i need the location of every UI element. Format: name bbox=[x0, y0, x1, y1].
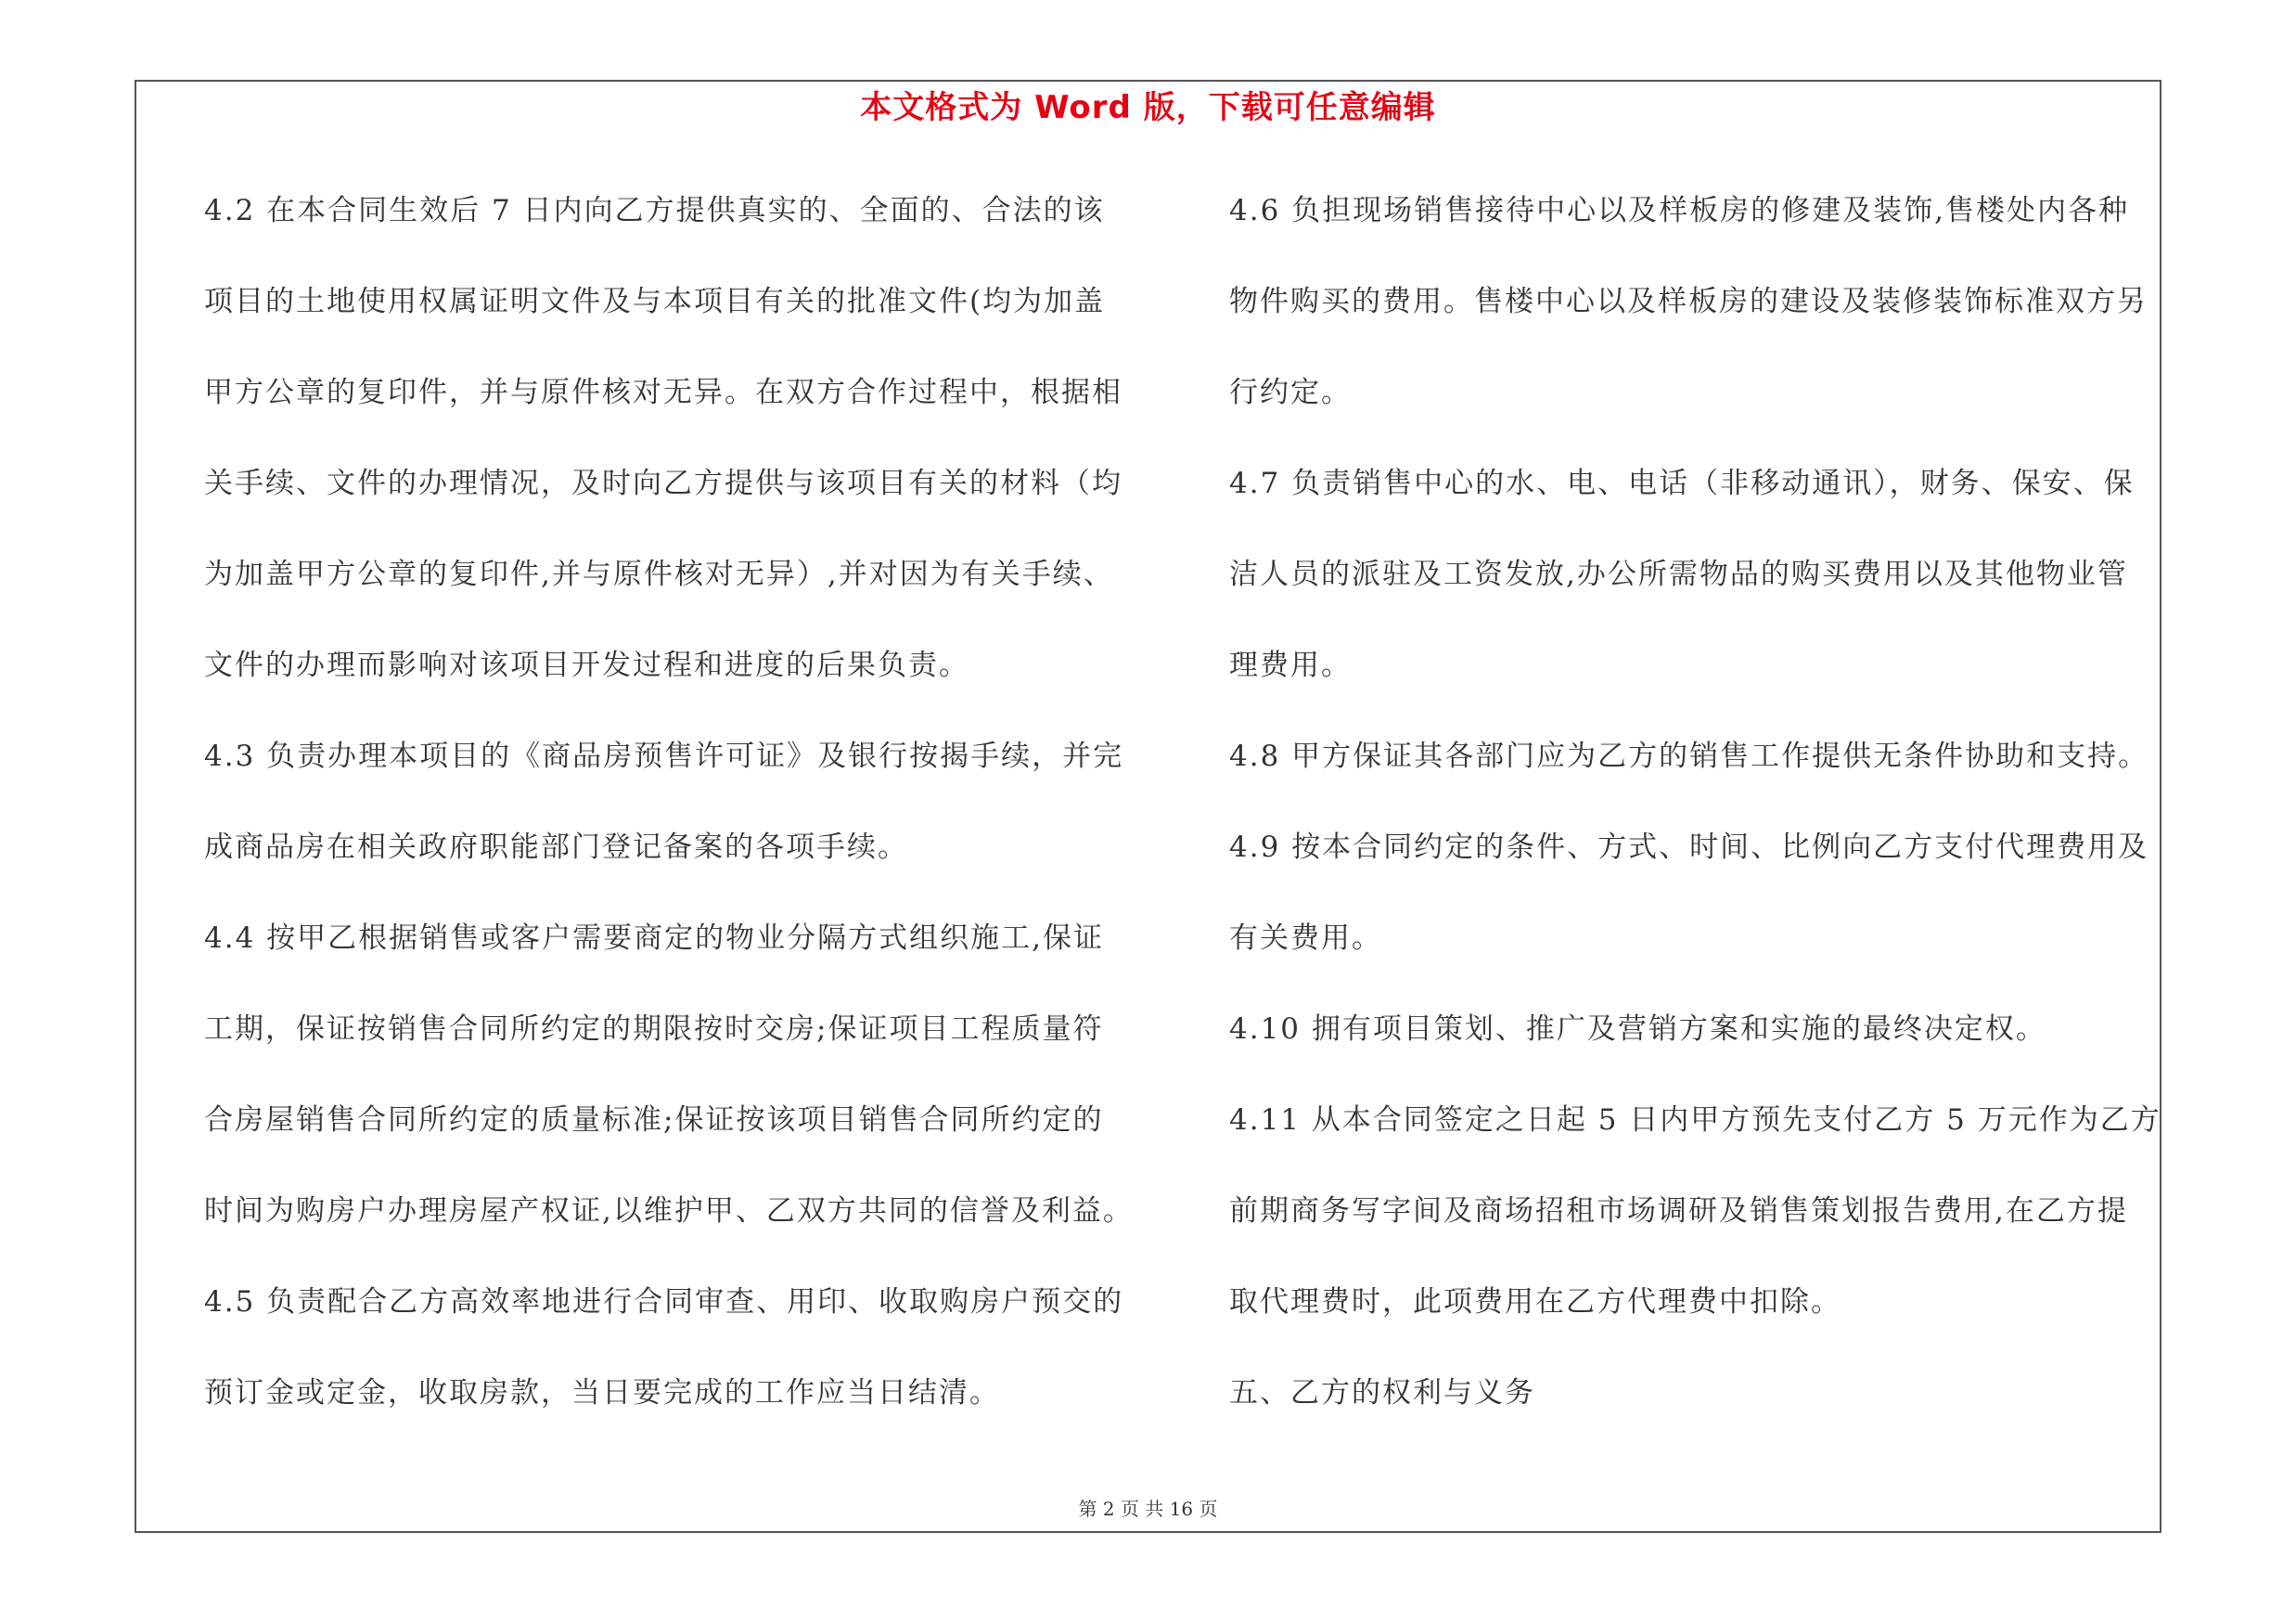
text-line: 4.2 在本合同生效后 7 日内向乙方提供真实的、全面的、合法的该 bbox=[204, 194, 1105, 227]
right-column bbox=[1229, 183, 2166, 1456]
text-line: 时间为购房户办理房屋产权证,以维护甲、乙双方共同的信誉及利益。 bbox=[204, 1194, 1134, 1228]
section-heading: 五、乙方的权利与义务 bbox=[1229, 1376, 1535, 1410]
format-banner: 本文格式为 Word 版，下载可任意编辑 bbox=[860, 89, 1436, 126]
page-number: 第 2 页 共 16 页 bbox=[1078, 1498, 1218, 1520]
text-line: 为加盖甲方公章的复印件,并与原件核对无异）,并对因为有关手续、 bbox=[204, 558, 1114, 591]
text-line: 预订金或定金，收取房款，当日要完成的工作应当日结清。 bbox=[204, 1376, 1000, 1410]
text-line: 4.4 按甲乙根据销售或客户需要商定的物业分隔方式组织施工,保证 bbox=[204, 921, 1105, 955]
text-line: 理费用。 bbox=[1229, 649, 1352, 682]
text-line: 4.10 拥有项目策划、推广及营销方案和实施的最终决定权。 bbox=[1229, 1012, 2046, 1046]
text-line: 4.5 负责配合乙方高效率地进行合同审查、用印、收取购房户预交的 bbox=[204, 1285, 1124, 1319]
text-line: 4.9 按本合同约定的条件、方式、时间、比例向乙方支付代理费用及 bbox=[1229, 831, 2149, 864]
text-line: 有关费用。 bbox=[1229, 921, 1382, 955]
text-line: 4.3 负责办理本项目的《商品房预售许可证》及银行按揭手续，并完 bbox=[204, 740, 1124, 773]
text-line: 甲方公章的复印件，并与原件核对无异。在双方合作过程中，根据相 bbox=[204, 376, 1122, 409]
text-line: 关手续、文件的办理情况，及时向乙方提供与该项目有关的材料（均 bbox=[204, 467, 1122, 500]
text-line: 行约定。 bbox=[1229, 376, 1352, 409]
text-line: 4.6 负担现场销售接待中心以及样板房的修建及装饰,售楼处内各种 bbox=[1229, 194, 2130, 227]
text-line: 工期，保证按销售合同所约定的期限按时交房;保证项目工程质量符 bbox=[204, 1012, 1104, 1046]
left-column bbox=[204, 183, 1141, 1456]
text-line: 4.11 从本合同签定之日起 5 日内甲方预先支付乙方 5 万元作为乙方 bbox=[1229, 1103, 2161, 1137]
text-line: 物件购买的费用。售楼中心以及样板房的建设及装修装饰标准双方另 bbox=[1229, 285, 2148, 318]
text-line: 4.8 甲方保证其各部门应为乙方的销售工作提供无条件协助和支持。 bbox=[1229, 740, 2149, 773]
text-line: 4.7 负责销售中心的水、电、电话（非移动通讯），财务、保安、保 bbox=[1229, 467, 2135, 500]
text-line: 文件的办理而影响对该项目开发过程和进度的后果负责。 bbox=[204, 649, 969, 682]
text-line: 成商品房在相关政府职能部门登记备案的各项手续。 bbox=[204, 831, 908, 864]
text-line: 取代理费时，此项费用在乙方代理费中扣除。 bbox=[1229, 1285, 1841, 1319]
text-line: 合房屋销售合同所约定的质量标准;保证按该项目销售合同所约定的 bbox=[204, 1103, 1104, 1137]
text-line: 前期商务写字间及商场招租市场调研及销售策划报告费用,在乙方提 bbox=[1229, 1194, 2128, 1228]
text-line: 项目的土地使用权属证明文件及与本项目有关的批准文件(均为加盖 bbox=[204, 285, 1106, 318]
text-line: 洁人员的派驻及工资发放,办公所需物品的购买费用以及其他物业管 bbox=[1229, 558, 2128, 591]
